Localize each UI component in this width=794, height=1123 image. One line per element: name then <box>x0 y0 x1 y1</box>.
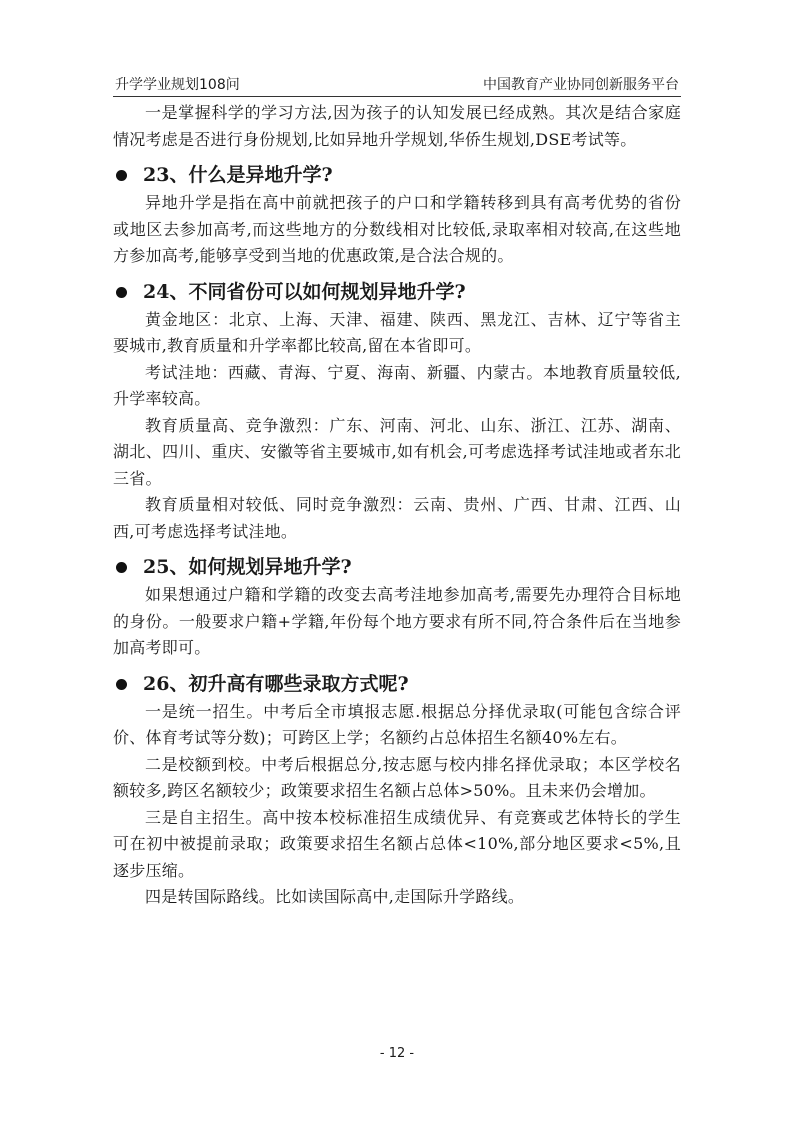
header-book-title: 升学学业规划108问 <box>115 77 240 93</box>
page-body <box>113 100 681 911</box>
section-24-paragraph-4: 教育质量相对较低、同时竞争激烈：云南、贵州、广西、甘肃、江西、山西,可考虑选择考试洼地。 <box>113 495 681 541</box>
section-26-paragraph-1: 一是统一招生。中考后全市填报志愿.根据总分择优录取(可能包含综合评价、体育考试等分数)；可跨区上学；名额约占总体招生名额40%左右。 <box>113 701 681 747</box>
section-23-paragraph-1: 异地升学是指在高中前就把孩子的户口和学籍转移到具有高考优势的省份或地区去参加高考,而这些地方的分数线相对比较低,录取率相对较高,在这些地方参加高考,能够享受到当地的优惠政策,是合法合规的。 <box>113 193 681 265</box>
page-number: - 12 - <box>379 1046 415 1061</box>
section-24-paragraph-2: 考试洼地：西藏、青海、宁夏、海南、新疆、内蒙古。本地教育质量较低,升学率较高。 <box>113 362 681 408</box>
section-26-paragraph-2: 二是校额到校。中考后根据总分,按志愿与校内排名择优录取；本区学校名额较多,跨区名额较少；政策要求招生名额占总体>50%。且未来仍会增加。 <box>113 754 681 800</box>
section-title-24: 24、不同省份可以如何规划异地升学? <box>143 280 466 303</box>
section-24-paragraph-3: 教育质量高、竞争激烈：广东、河南、河北、山东、浙江、江苏、湖南、湖北、四川、重庆、安徽等省主要城市,如有机会,可考虑选择考试洼地或者东北三省。 <box>113 415 681 488</box>
bullet-icon <box>116 287 127 298</box>
section-heading-26 <box>113 671 681 697</box>
section-heading-23 <box>113 162 681 188</box>
section-25-paragraph-1: 如果想通过户籍和学籍的改变去高考洼地参加高考,需要先办理符合目标地的身份。一般要求户籍+学籍,年份每个地方要求有所不同,符合条件后在当地参加高考即可。 <box>113 585 681 657</box>
section-title-25: 25、如何规划异地升学? <box>143 556 352 578</box>
header-platform-name: 中国教育产业协同创新服务平台 <box>483 77 679 93</box>
section-24-paragraph-1: 黄金地区：北京、上海、天津、福建、陕西、黑龙江、吉林、辽宁等省主要城市,教育质量和升学率都比较高,留在本省即可。 <box>113 309 681 355</box>
section-heading-25 <box>113 554 681 580</box>
bullet-icon <box>116 679 127 690</box>
bullet-icon <box>116 562 127 573</box>
section-title-23: 23、什么是异地升学? <box>143 164 333 186</box>
section-title-26: 26、初升高有哪些录取方式呢? <box>143 672 409 695</box>
section-heading-24 <box>113 279 681 305</box>
bullet-icon <box>116 170 127 181</box>
section-26-paragraph-3: 三是自主招生。高中按本校标准招生成绩优异、有竞赛或艺体特长的学生可在初中被提前录取；政策要求招生名额占总体<10%,部分地区要求<5%,且逐步压缩。 <box>113 807 681 880</box>
intro-paragraph: 一是掌握科学的学习方法,因为孩子的认知发展已经成熟。其次是结合家庭情况考虑是否进行身份规划,比如异地升学规划,华侨生规划,DSE考试等。 <box>113 103 681 149</box>
page-header <box>113 70 681 97</box>
section-26-paragraph-4: 四是转国际路线。比如读国际高中,走国际升学路线。 <box>145 887 525 906</box>
